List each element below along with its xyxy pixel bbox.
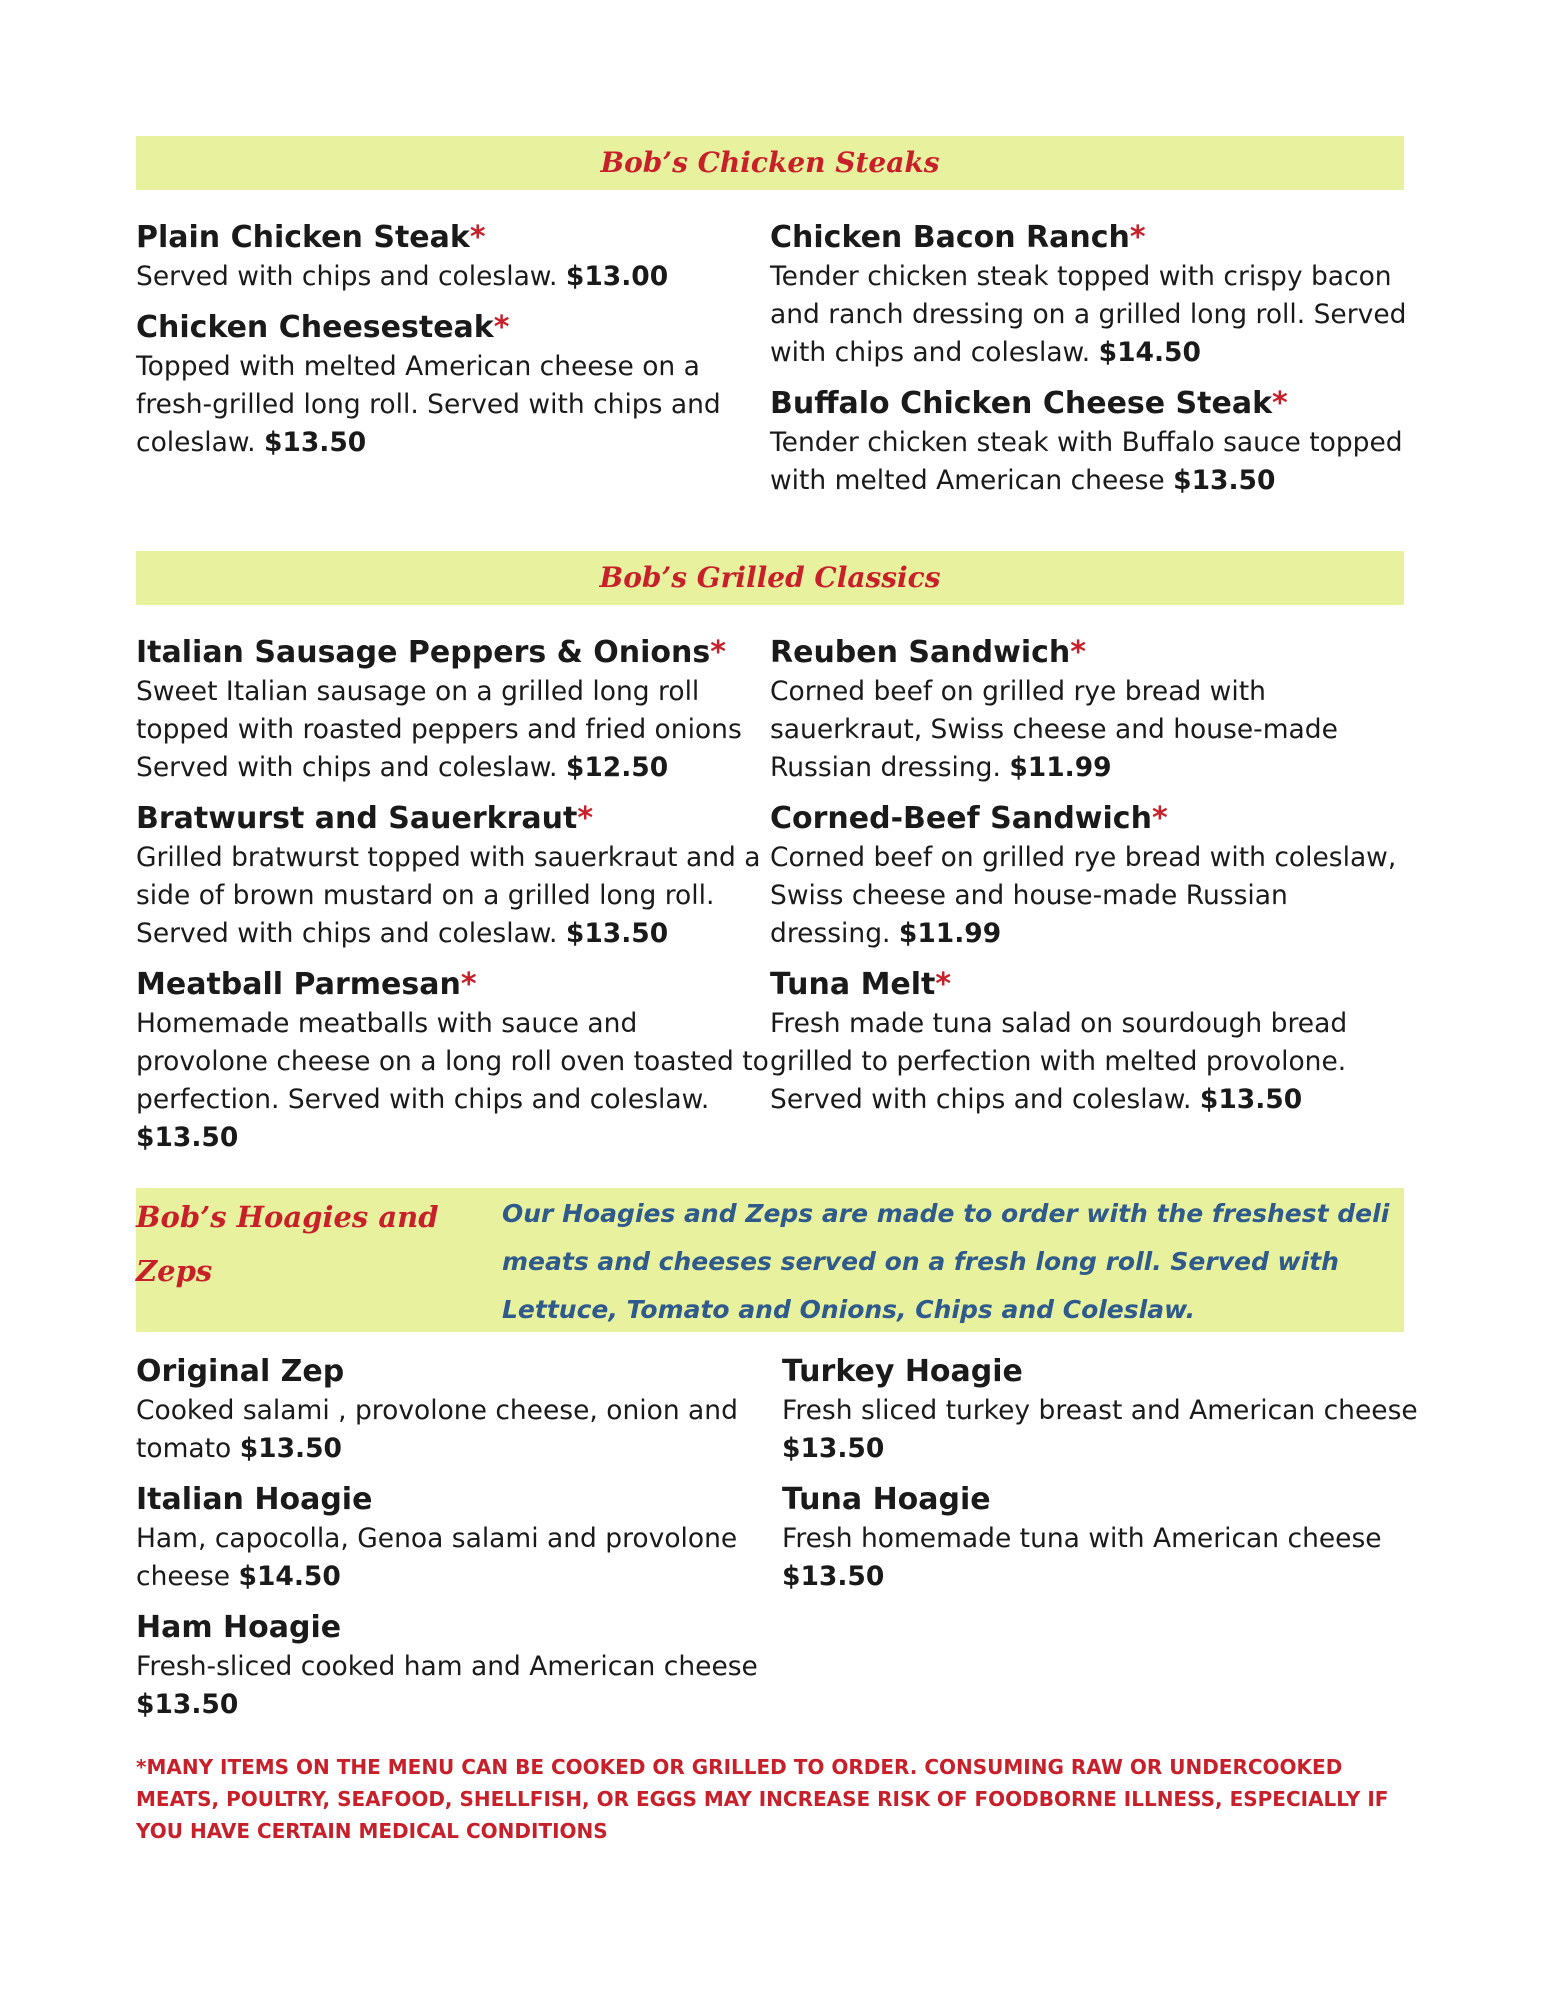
menu-item-name xyxy=(770,218,1410,258)
menu-item-description xyxy=(136,1520,776,1596)
menu-item-name xyxy=(136,1480,776,1520)
menu-item-name-text: Italian Hoagie xyxy=(136,1482,373,1517)
menu-item-description-text: Ham, capocolla, Genoa salami and provolone cheese xyxy=(136,1523,738,1592)
menu-item-price: $13.50 xyxy=(136,1122,239,1153)
menu-item-price: $13.50 xyxy=(136,1689,239,1720)
menu-item-price: $11.99 xyxy=(898,918,1002,949)
hoagies-left-column xyxy=(136,1352,776,1736)
menu-item-name-text: Buffalo Chicken Cheese Steak xyxy=(770,386,1273,421)
menu-item-description-text: Tender chicken steak topped with crispy bacon and ranch dressing on a grilled long roll. Served with chips and coleslaw. xyxy=(770,261,1407,368)
menu-item xyxy=(770,218,1410,372)
menu-item-name-text: Chicken Bacon Ranch xyxy=(770,220,1130,255)
menu-item-price: $13.50 xyxy=(239,1433,342,1464)
menu-item-description-text: Fresh homemade tuna with American cheese xyxy=(782,1523,1382,1554)
menu-item-name xyxy=(782,1480,1422,1520)
grilled-section-header xyxy=(136,551,1404,605)
menu-item xyxy=(136,799,776,953)
menu-item-description-text: Tender chicken steak with Buffalo sauce topped with melted American cheese xyxy=(770,427,1403,496)
menu-item-name-text: Corned-Beef Sandwich xyxy=(770,801,1152,836)
menu-item-description xyxy=(136,673,776,787)
menu-item xyxy=(136,633,776,787)
menu-item-price: $14.50 xyxy=(1098,337,1201,368)
asterisk-marker: * xyxy=(460,967,477,1002)
hoagies-section-note: Our Hoagies and Zeps are made to order with the freshest deli meats and cheeses served on a fresh long roll. Served with Lettuce, Tomato and Onions, Chips and Coleslaw. xyxy=(502,1199,1390,1324)
menu-item-price: $12.50 xyxy=(565,752,669,783)
menu-item-description xyxy=(136,1392,776,1468)
asterisk-marker: * xyxy=(493,310,510,345)
chicken-section-header xyxy=(136,136,1404,190)
chicken-right-column xyxy=(770,218,1410,512)
menu-item-price: $13.50 xyxy=(1173,465,1276,496)
asterisk-marker: * xyxy=(469,220,486,255)
menu-item xyxy=(770,384,1410,500)
menu-item-name xyxy=(136,633,776,673)
menu-item-description-text: Fresh made tuna salad on sourdough bread grilled to perfection with melted provolone. Served with chips and coleslaw. xyxy=(770,1008,1348,1115)
menu-item-price: $13.50 xyxy=(263,427,367,458)
menu-item-name xyxy=(136,965,776,1005)
menu-item-name-text: Italian Sausage Peppers & Onions xyxy=(136,635,711,670)
menu-item-description-text: Corned beef on grilled rye bread with sauerkraut, Swiss cheese and house-made Russian dressing. xyxy=(770,676,1338,783)
menu-item-price: $14.50 xyxy=(238,1561,341,1592)
menu-item-name xyxy=(136,1608,776,1648)
asterisk-marker: * xyxy=(710,635,726,670)
menu-item-name xyxy=(770,633,1410,673)
menu-item-name xyxy=(136,218,776,258)
menu-item-description xyxy=(136,348,776,462)
menu-item-price: $13.50 xyxy=(782,1561,885,1592)
menu-item-description-text: Cooked salami , provolone cheese, onion and tomato xyxy=(136,1395,738,1464)
asterisk-marker: * xyxy=(1070,635,1086,670)
asterisk-marker: * xyxy=(1272,386,1288,421)
menu-item xyxy=(770,799,1410,953)
menu-item-description-text: Grilled bratwurst topped with sauerkraut and a side of brown mustard on a grilled long roll. Served with chips and coleslaw. xyxy=(136,842,761,949)
menu-item-price: $13.00 xyxy=(565,261,669,292)
menu-item-name xyxy=(770,799,1410,839)
menu-item-name xyxy=(136,799,776,839)
menu-item xyxy=(782,1352,1422,1468)
menu-item-description xyxy=(782,1520,1422,1596)
menu-item xyxy=(136,965,776,1157)
menu-item-description-text: Homemade meatballs with sauce and provolone cheese on a long roll oven toasted to perfection. Served with chips and coleslaw. xyxy=(136,1008,769,1115)
menu-item-description xyxy=(770,424,1410,500)
menu-item-price: $13.50 xyxy=(565,918,669,949)
menu-item-name-text: Reuben Sandwich xyxy=(770,635,1071,670)
menu-item-price: $11.99 xyxy=(1009,752,1112,783)
menu-item-name xyxy=(770,965,1410,1005)
menu-item-name xyxy=(136,1352,776,1392)
menu-item-description-text: Topped with melted American cheese on a fresh-grilled long roll. Served with chips and coleslaw. xyxy=(136,351,721,458)
menu-item-name xyxy=(136,308,776,348)
menu-item xyxy=(782,1480,1422,1596)
menu-item-description xyxy=(136,1648,776,1724)
menu-item-price: $13.50 xyxy=(1199,1084,1303,1115)
menu-item-name-text: Ham Hoagie xyxy=(136,1610,342,1645)
menu-item-name-text: Chicken Cheesesteak xyxy=(136,310,494,345)
menu-item-description xyxy=(770,1005,1410,1119)
menu-item xyxy=(136,1480,776,1596)
menu-item-name-text: Meatball Parmesan xyxy=(136,967,461,1002)
menu-item-name-text: Tuna Hoagie xyxy=(782,1482,991,1517)
menu-item xyxy=(136,308,776,462)
hoagies-section-header xyxy=(136,1188,1404,1332)
asterisk-marker: * xyxy=(1151,801,1168,836)
menu-item-name-text: Bratwurst and Sauerkraut xyxy=(136,801,578,836)
asterisk-marker: * xyxy=(1129,220,1146,255)
menu-item-description xyxy=(136,1005,776,1157)
menu-item-price: $13.50 xyxy=(782,1433,885,1464)
menu-item xyxy=(136,1608,776,1724)
menu-item-description xyxy=(782,1392,1422,1468)
menu-item-description-text: Fresh sliced turkey breast and American cheese xyxy=(782,1395,1418,1426)
grilled-left-column xyxy=(136,633,776,1169)
menu-item-name xyxy=(770,384,1410,424)
grilled-right-column xyxy=(770,633,1410,1131)
asterisk-marker: * xyxy=(935,967,952,1002)
chicken-section-title: Bob’s Chicken Steaks xyxy=(600,146,940,179)
menu-item-description-text: Sweet Italian sausage on a grilled long roll topped with roasted peppers and fried onions Served with chips and coleslaw. xyxy=(136,676,742,783)
menu-item-name xyxy=(782,1352,1422,1392)
grilled-section-title: Bob’s Grilled Classics xyxy=(599,561,941,594)
asterisk-marker: * xyxy=(577,801,594,836)
menu-item-description xyxy=(136,839,776,953)
menu-item-name-text: Original Zep xyxy=(136,1354,345,1389)
menu-item xyxy=(136,218,776,296)
menu-item-description xyxy=(770,673,1410,787)
hoagies-right-column xyxy=(782,1352,1422,1608)
menu-item-name-text: Plain Chicken Steak xyxy=(136,220,470,255)
foodborne-illness-disclaimer: *MANY ITEMS ON THE MENU CAN BE COOKED OR GRILLED TO ORDER. CONSUMING RAW OR UNDERCOOKED MEATS, POULTRY, SEAFOOD, SHELLFISH, OR EGGS MAY INCREASE RISK OF FOODBORNE ILLNESS, ESPECIALLY IF YOU HAVE CERTAIN MEDICAL CONDITIONS xyxy=(136,1755,1389,1843)
menu-item xyxy=(770,965,1410,1119)
menu-item-description xyxy=(770,258,1410,372)
menu-item-description xyxy=(136,258,776,296)
menu-item-description-text: Corned beef on grilled rye bread with coleslaw, Swiss cheese and house-made Russian dressing. xyxy=(770,842,1397,949)
menu-item xyxy=(136,1352,776,1468)
menu-item-description-text: Fresh-sliced cooked ham and American cheese xyxy=(136,1651,758,1682)
menu-item-name-text: Tuna Melt xyxy=(770,967,936,1002)
menu-item xyxy=(770,633,1410,787)
chicken-left-column xyxy=(136,218,776,474)
menu-item-description xyxy=(770,839,1410,953)
menu-item-name-text: Turkey Hoagie xyxy=(782,1354,1023,1389)
hoagies-section-title: Bob’s Hoagies and Zeps xyxy=(136,1200,439,1288)
menu-item-description-text: Served with chips and coleslaw. xyxy=(136,261,558,292)
